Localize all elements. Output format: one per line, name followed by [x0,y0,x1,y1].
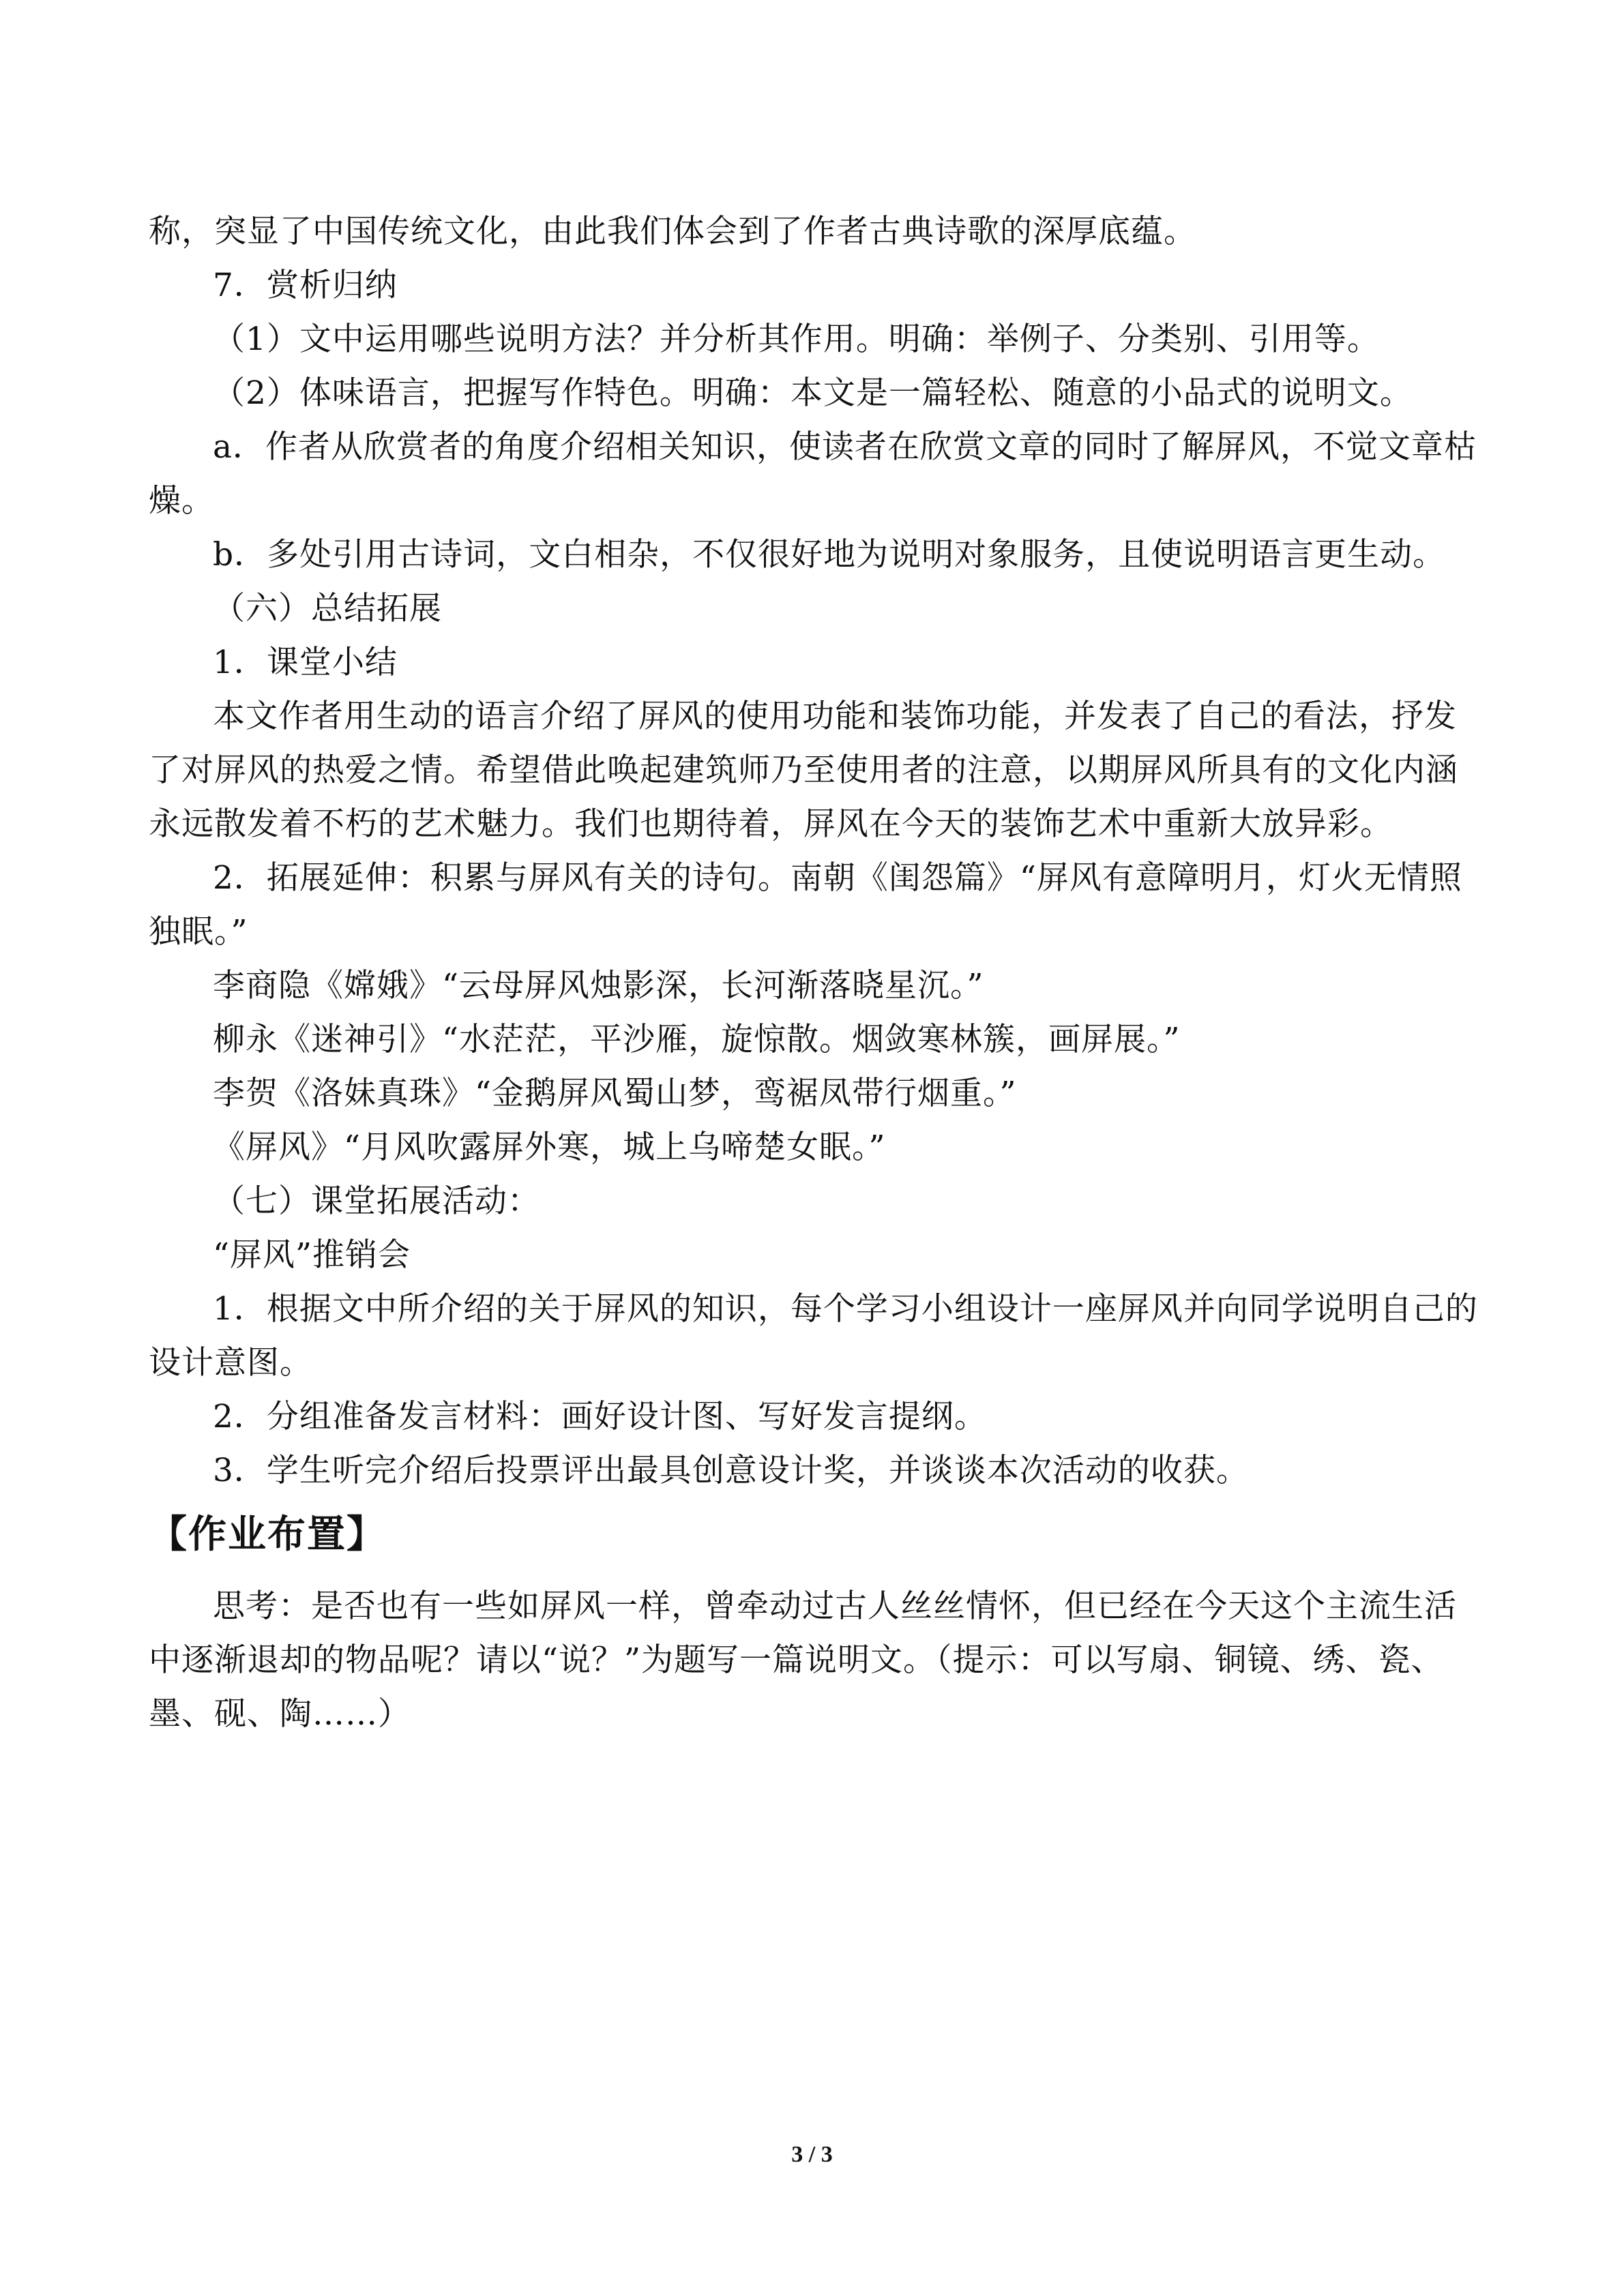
poem-line: 李贺《洛妹真珠》“金鹅屏风蜀山梦，鸾裾凤带行烟重。” [213,1075,1017,1112]
poem-line: 《屏风》“月风吹露屏外寒，城上乌啼楚女眠。” [213,1129,886,1166]
activity-step: 3．学生听完介绍后投票评出最具创意设计奖，并谈谈本次活动的收获。 [213,1452,1249,1489]
paragraph-point-b: b．多处引用古诗词，文白相杂，不仅很好地为说明对象服务，且使说明语言更生动。 [213,536,1446,573]
heading-class-summary: 1．课堂小结 [213,644,398,681]
page-number: 3 / 3 [791,2142,833,2167]
paragraph-point-a: a．作者从欣赏者的角度介绍相关知识，使读者在欣赏文章的同时了解屏风，不觉文章枯燥。 [149,428,1477,520]
activity-step: 1．根据文中所介绍的关于屏风的知识，每个学习小组设计一座屏风并向同学说明自己的设计意图。 [149,1290,1478,1382]
poem-line: 李商隐《嫦娥》“云母屏风烛影深，长河渐落晓星沉。” [213,967,984,1004]
homework-heading: 【作业布置】 [149,1512,386,1557]
heading-summary-extension: （六）总结拓展 [213,590,442,627]
document-body [149,205,1479,1741]
paragraph-language-features: （2）体味语言，把握写作特色。明确：本文是一篇轻松、随意的小品式的说明文。 [213,374,1413,412]
activity-title: “屏风”推销会 [213,1236,411,1274]
paragraph-continuation: 称，突显了中国传统文化，由此我们体会到了作者古典诗歌的深厚底蕴。 [149,213,1196,250]
activity-step: 2．分组准备发言材料：画好设计图、写好发言提纲。 [213,1398,987,1435]
homework-paragraph: 思考：是否也有一些如屏风一样，曾牵动过古人丝丝情怀，但已经在今天这个主流生活中逐渐退却的物品呢？请以“说？”为题写一篇说明文。（提示：可以写扇、铜镜、绣、瓷、墨、砚、陶……） [149,1587,1457,1733]
heading-appreciation-summary: 7．赏析归纳 [213,267,398,304]
paragraph-class-summary: 本文作者用生动的语言介绍了屏风的使用功能和装饰功能，并发表了自己的看法，抒发了对屏风的热爱之情。希望借此唤起建筑师乃至使用者的注意，以期屏风所具有的文化内涵永远散发着不朽的艺术魅力。我们也期待着，屏风在今天的装饰艺术中重新大放异彩。 [149,698,1458,843]
paragraph-extension-poems: 2．拓展延伸：积累与屏风有关的诗句。南朝《闺怨篇》“屏风有意障明月，灯火无情照独眠。” [149,859,1462,951]
poem-line: 柳永《迷神引》“水茫茫，平沙雁，旋惊散。烟敛寒林簇，画屏展。” [213,1021,1181,1058]
heading-class-activity: （七）课堂拓展活动： [213,1182,540,1220]
paragraph-explanation-methods: （1）文中运用哪些说明方法？并分析其作用。明确：举例子、分类别、引用等。 [213,320,1380,358]
